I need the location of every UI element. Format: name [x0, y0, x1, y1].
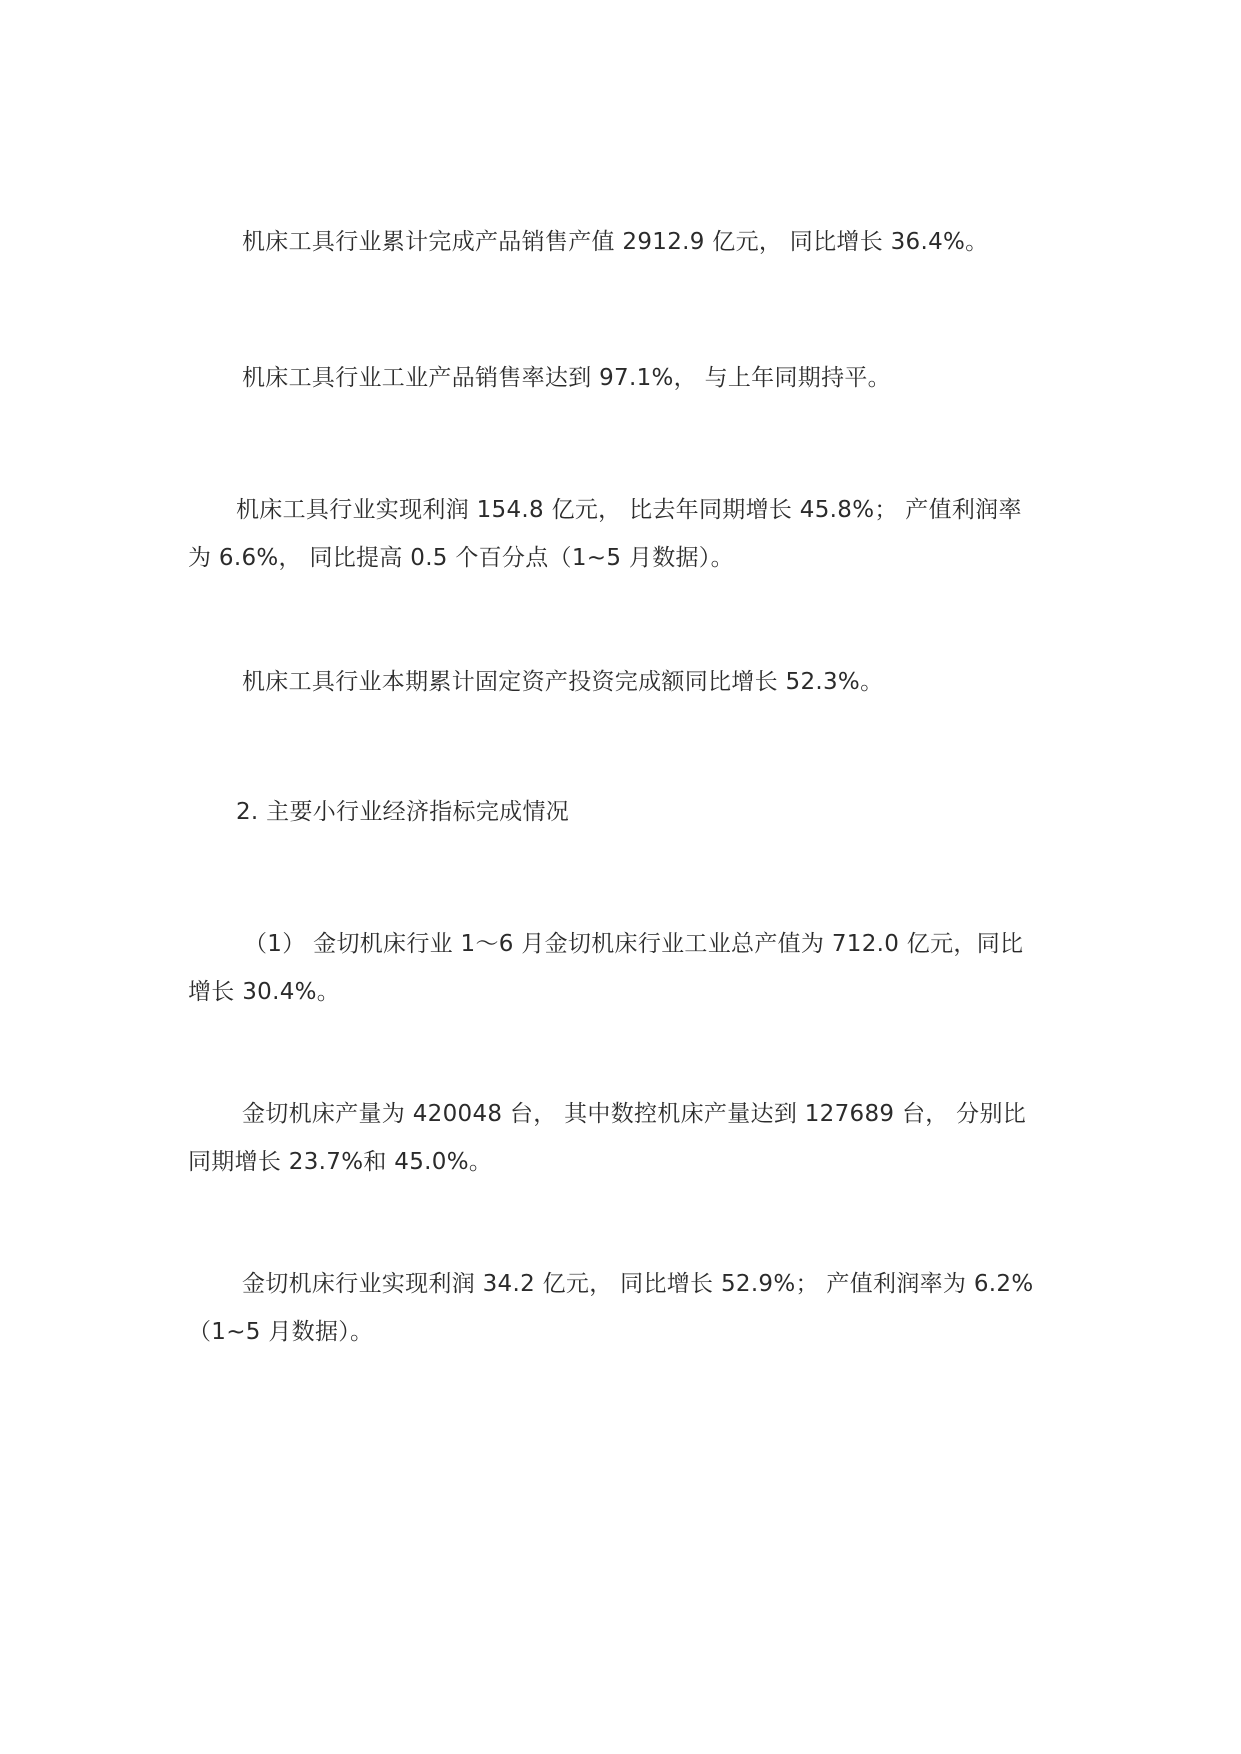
- paragraph-sales-output: [188, 218, 1068, 266]
- paragraph-line: （1~5 月数据）。: [188, 1319, 374, 1345]
- paragraph-line: 增长 30.4%。: [188, 979, 341, 1005]
- paragraph-line: 2. 主要小行业经济指标完成情况: [236, 799, 570, 825]
- paragraph-metal-cutting-output: [188, 920, 1068, 1016]
- paragraph-line: 为 6.6%， 同比提高 0.5 个百分点（1~5 月数据）。: [188, 545, 734, 571]
- paragraph-line: 机床工具行业累计完成产品销售产值 2912.9 亿元， 同比增长 36.4%。: [242, 229, 989, 255]
- paragraph-sales-rate: [188, 354, 1068, 402]
- paragraph-line: 金切机床行业实现利润 34.2 亿元， 同比增长 52.9%； 产值利润率为 6.2%: [242, 1271, 1034, 1297]
- paragraph-line: 机床工具行业实现利润 154.8 亿元， 比去年同期增长 45.8%； 产值利润率: [236, 497, 1022, 523]
- paragraph-profit: [188, 486, 1068, 582]
- paragraph-line: （1） 金切机床行业 1～6 月金切机床行业工业总产值为 712.0 亿元，同比: [244, 931, 1024, 957]
- paragraph-line: 机床工具行业本期累计固定资产投资完成额同比增长 52.3%。: [242, 669, 884, 695]
- paragraph-metal-cutting-profit: [188, 1260, 1068, 1356]
- paragraph-fixed-investment: [188, 658, 1068, 706]
- paragraph-line: 同期增长 23.7%和 45.0%。: [188, 1149, 493, 1175]
- paragraph-metal-cutting-production: [188, 1090, 1068, 1186]
- paragraph-line: 金切机床产量为 420048 台， 其中数控机床产量达到 127689 台， 分别比: [242, 1101, 1027, 1127]
- paragraph-line: 机床工具行业工业产品销售率达到 97.1%， 与上年同期持平。: [242, 365, 891, 391]
- section-heading: [188, 788, 1068, 836]
